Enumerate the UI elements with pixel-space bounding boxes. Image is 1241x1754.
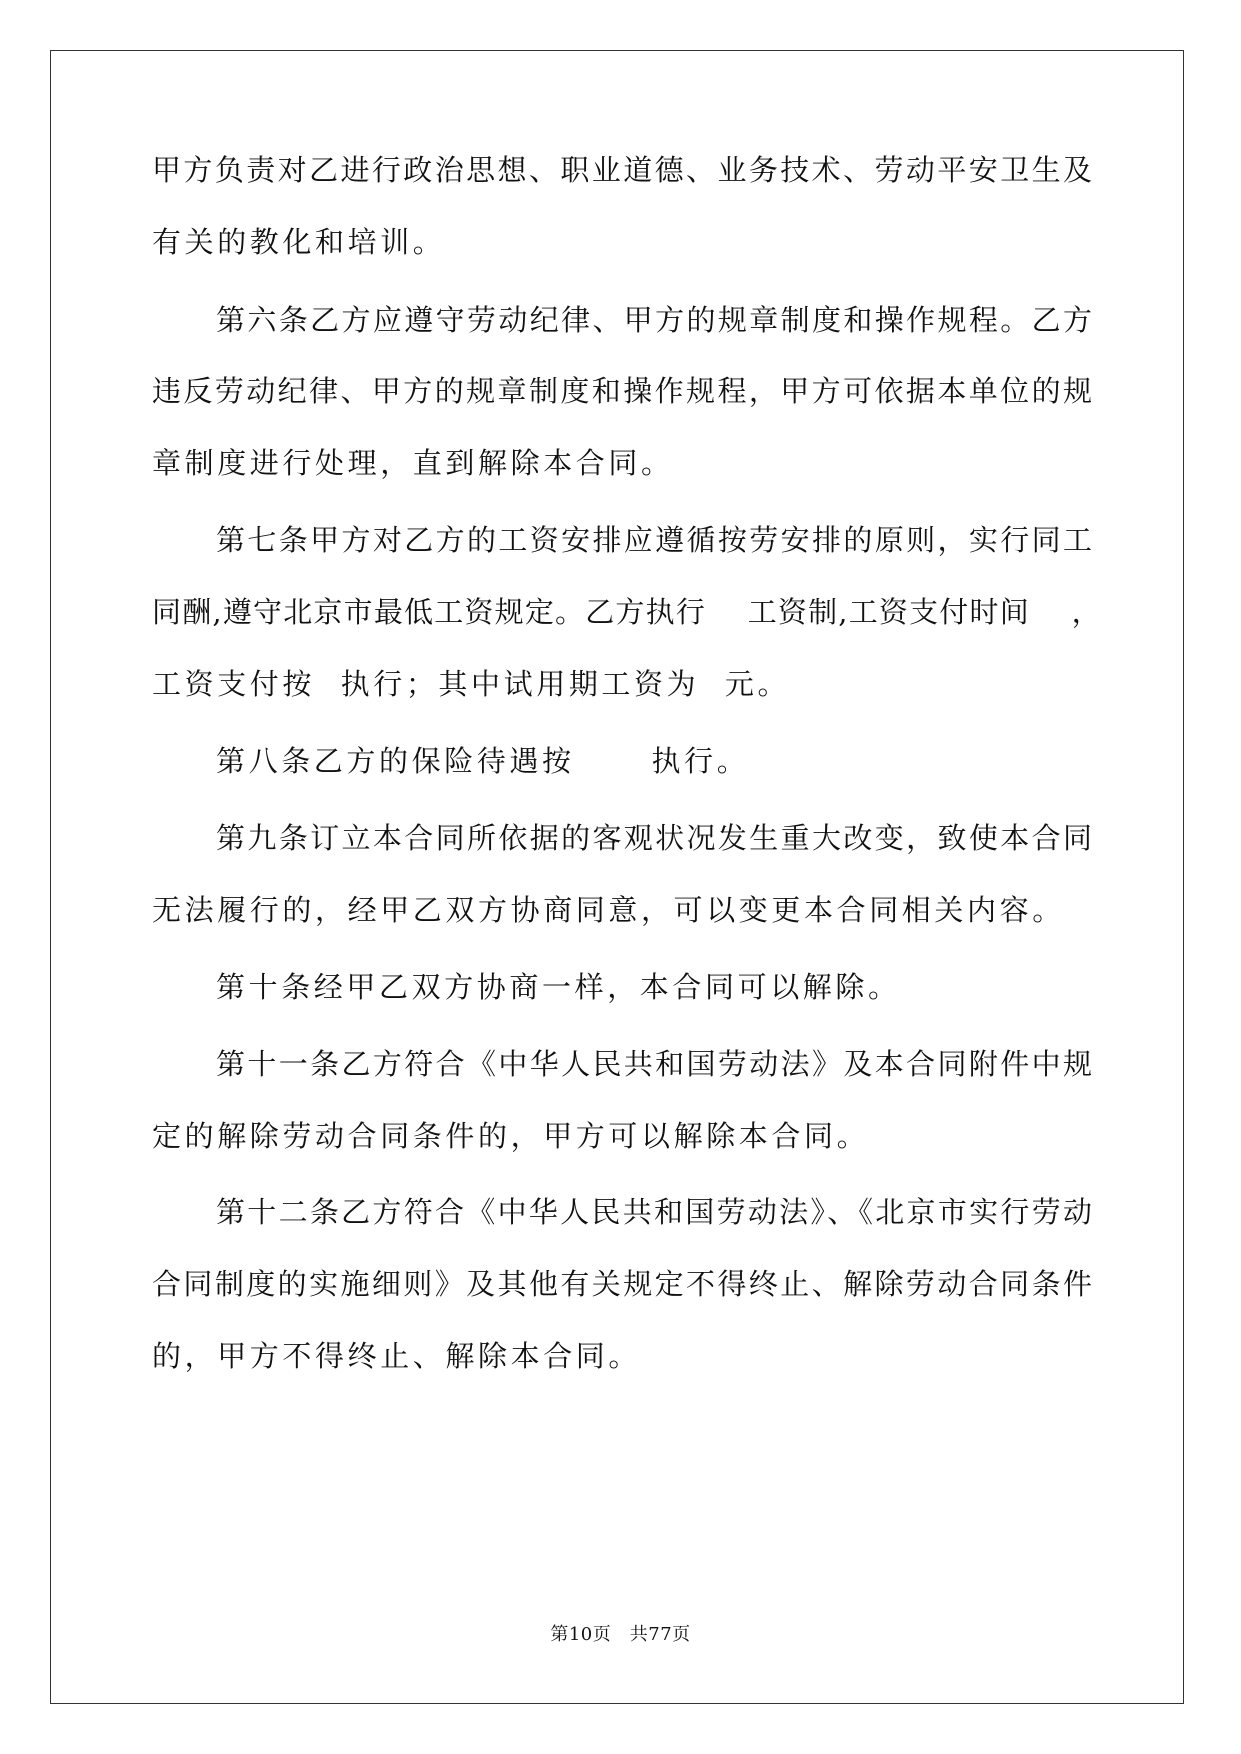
text-line: 第十二条乙方符合《中华人民共和国劳动法》、《北京市实行劳动 (216, 1195, 1092, 1229)
text-line: 同酬,遵守北京市最低工资规定。乙方执行 工资制,工资支付时间 ， (152, 595, 1102, 629)
text-line: 有关的教化和培训。 (152, 225, 446, 259)
text-line: 章制度进行处理，直到解除本合同。 (152, 446, 674, 480)
page-border (50, 50, 1184, 1704)
text-line: 的，甲方不得终止、解除本合同。 (152, 1339, 642, 1373)
text-line: 违反劳动纪律、甲方的规章制度和操作规程，甲方可依据本单位的规 (152, 374, 1092, 408)
text-line: 定的解除劳动合同条件的，甲方可以解除本合同。 (152, 1119, 870, 1153)
page-number-footer: 第10页 共77页 (550, 1624, 691, 1645)
text-line: 合同制度的实施细则》及其他有关规定不得终止、解除劳动合同条件 (152, 1267, 1092, 1301)
text-line: 第十条经甲乙双方协商一样，本合同可以解除。 (216, 970, 901, 1004)
text-line: 第九条订立本合同所依据的客观状况发生重大改变，致使本合同 (216, 821, 1092, 855)
text-line: 第六条乙方应遵守劳动纪律、甲方的规章制度和操作规程。乙方 (216, 303, 1092, 337)
text-line: 甲方负责对乙进行政治思想、职业道德、业务技术、劳动平安卫生及 (152, 153, 1092, 187)
text-line: 无法履行的，经甲乙双方协商同意，可以变更本合同相关内容。 (152, 893, 1065, 927)
text-line: 第八条乙方的保险待遇按 执行。 (216, 744, 750, 778)
text-line: 第十一条乙方符合《中华人民共和国劳动法》及本合同附件中规 (216, 1047, 1092, 1081)
text-line: 第七条甲方对乙方的工资安排应遵循按劳安排的原则，实行同工 (216, 523, 1092, 557)
text-line: 工资支付按 执行；其中试用期工资为 元。 (152, 667, 791, 701)
